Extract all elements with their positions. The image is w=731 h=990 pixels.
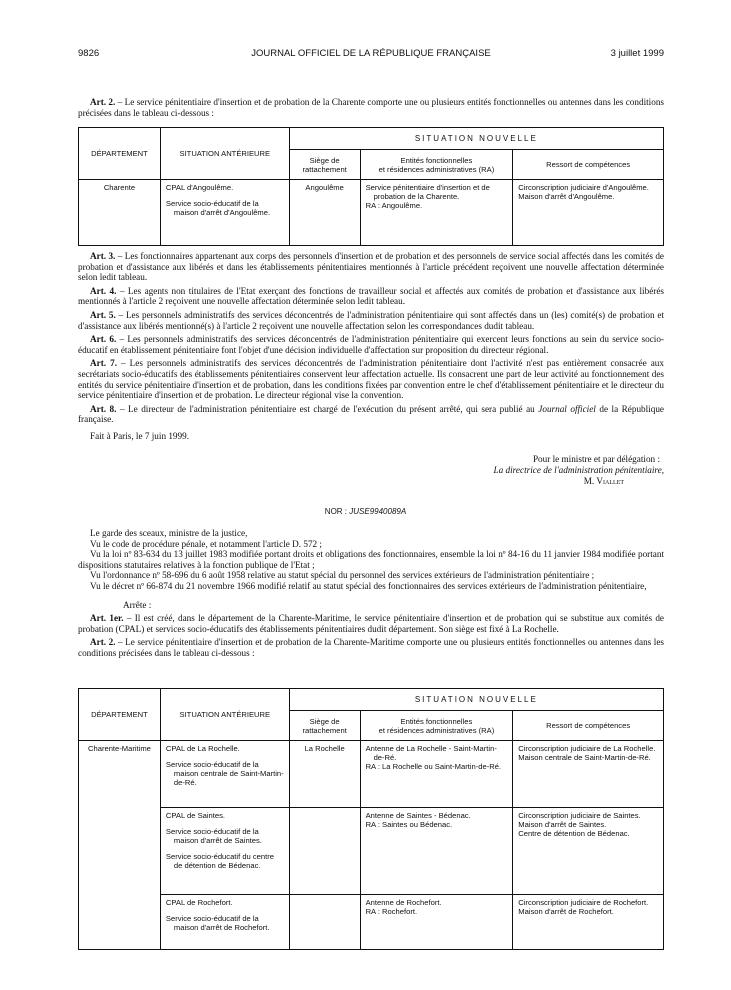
articles-3-to-7: [78, 251, 664, 442]
table-row: [79, 894, 664, 949]
col-header-ressort: Ressort de compétences: [513, 711, 664, 741]
table-cell: CPAL d'Angoulême. Service socio-éducatif de la maison d'arrêt d'Angoulême.: [160, 180, 289, 246]
table-cell: [289, 807, 360, 894]
col-header-situation-nouvelle: SITUATION NOUVELLE: [289, 689, 663, 711]
col-header-siege: Siège de rattachement: [289, 711, 360, 741]
table-cell: Circonscription judiciaire de Rochefort. Maison d'arrêt de Rochefort.: [513, 894, 664, 949]
table-row: [79, 741, 664, 808]
col-header-siege: Siège de rattachement: [289, 150, 360, 180]
table-cell: Antenne de Saintes - Bédenac. RA : Saintes ou Bédenac.: [360, 807, 513, 894]
table-charente-maritime: [78, 688, 664, 950]
article-6: Art. 6. – Les personnels administratifs des services déconcentrés de l'administration pénitentiaire qui exercent leurs fonctions au sein du service socio-éducatif en établissement pénitentiaire font l'objet d'une décision individuelle d'affectation sur proposition du directeur régional.: [78, 334, 664, 355]
issue-date: 3 juillet 1999: [610, 48, 664, 59]
table-cell: Antenne de Rochefort. RA : Rochefort.: [360, 894, 513, 949]
article-1: Art. 1er. – Il est créé, dans le département de la Charente-Maritime, le service pénitentiaire d'insertion et de probation qui se substitue aux comités de probation (CPAL) et services socio-éducatifs des établissements pénitentiaires dudit département. Son siège est fixé à La Rochelle.: [78, 613, 664, 634]
preamble-line: Le garde des sceaux, ministre de la justice,: [90, 528, 248, 538]
table-cell: Charente-Maritime: [79, 741, 161, 950]
article-2-charente: Art. 2. – Le service pénitentiaire d'insertion et de probation de la Charente comporte une ou plusieurs entités fonctionnelles ou antennes dans les conditions précisées dans le tableau ci-dessous :: [78, 97, 664, 118]
fait-a-paris: Fait à Paris, le 7 juin 1999.: [90, 430, 190, 441]
page-number: 9826: [78, 48, 100, 59]
running-header: [78, 48, 664, 62]
preamble-line: Vu la loi nº 83-634 du 13 juillet 1983 modifiée portant droits et obligations des fonctionnaires, ensemble la loi nº 84-16 du 11 janvier 1984 modifiée portant dispositions statutaires relatives à la fonction publique de l'Etat ;: [78, 549, 664, 570]
table-cell: CPAL de La Rochelle. Service socio-éducatif de la maison centrale de Saint-Martin-de-Ré.: [160, 741, 289, 808]
col-header-situation-nouvelle: SITUATION NOUVELLE: [289, 128, 663, 150]
preamble-line: Vu le code de procédure pénale, et notamment l'article D. 572 ;: [90, 538, 322, 549]
col-header-ressort: Ressort de compétences: [513, 150, 664, 180]
table-cell: CPAL de Saintes. Service socio-éducatif de la maison d'arrêt de Saintes. Service socio-éducatif du centre de détention de Bédenac.: [160, 807, 289, 894]
arrete: Arrête :: [123, 599, 152, 610]
col-header-situation-anterieure: SITUATION ANTÉRIEURE: [160, 128, 289, 180]
table-cell: Circonscription judiciaire de La Rochelle. Maison centrale de Saint-Martin-de-Ré.: [513, 741, 664, 808]
table-cell: Service pénitentiaire d'insertion et de probation de la Charente. RA : Angoulême.: [360, 180, 513, 246]
preamble: [78, 528, 664, 659]
col-header-departement: DÉPARTEMENT: [79, 689, 161, 741]
preamble-line: Vu le décret nº 66-874 du 21 novembre 1966 modifié relatif au statut spécial des fonctionnaires des services extérieurs de l'administration pénitentiaire,: [90, 580, 647, 591]
preamble-line: Vu l'ordonnance nº 58-696 du 6 août 1958 relative au statut spécial du personnel des services extérieurs de l'administration pénitentiaire ;: [90, 570, 595, 581]
table-cell: Circonscription judiciaire d'Angoulême. Maison d'arrêt d'Angoulême.: [513, 180, 664, 246]
table-row: [79, 807, 664, 894]
table-cell: Angoulême: [289, 180, 360, 246]
signature-block: Pour le ministre et par délégation : La directrice de l'administration pénitentiaire, M. Viallet: [493, 454, 664, 486]
article-4: Art. 4. – Les agents non titulaires de l'Etat exerçant des fonctions de travailleur social et affectés aux comités de probation et d'assistance aux libérés mentionnés à l'article 2 reçoivent une nouvelle affectation déterminée selon ledit tableau.: [78, 285, 664, 307]
article-8: Art. 8. – Le directeur de l'administration pénitentiaire est chargé de l'exécution du présent arrêté, qui sera publié au Journal officiel de la République française.: [78, 403, 665, 425]
nor-reference: NOR : JUSE9940089A: [324, 507, 407, 516]
col-header-situation-anterieure: SITUATION ANTÉRIEURE: [160, 689, 289, 741]
article-7: Art. 7. – Les personnels administratifs des services déconcentrés de l'administration pénitentiaire dont l'activité n'est pas entièrement consacrée aux secrétariats socio-éducatifs des établissements pénitentiaires conservent leur affectation actuelle. Ils consacrent une part de leur activité au fonctionnement des entités du service pénitentiaire d'insertion et de probation, dans les conditions fixées par convention entre le chef d'établissement pénitentiaire et le directeur du service pénitentiaire d'insertion et de probation. Le directeur régional vise la convention.: [78, 358, 664, 401]
table-cell: Charente: [79, 180, 161, 246]
table-cell: La Rochelle: [289, 741, 360, 808]
article-2-charente-maritime: Art. 2. – Le service pénitentiaire d'insertion et de probation de la Charente-Maritime comporte une ou plusieurs entités fonctionnelles ou antennes dans les conditions précisées dans le tableau ci-dessous :: [78, 637, 664, 658]
article-5: Art. 5. – Les personnels administratifs des services déconcentrés de l'administration pénitentiaire qui sont affectés dans un (les) comité(s) de probation et d'assistance aux libérés mentionné(s) à l'article 2 reçoivent une nouvelle affectation selon les correspondances dudit tableau.: [78, 309, 665, 331]
col-header-entites: Entités fonctionnelles et résidences administratives (RA): [360, 150, 513, 180]
table-cell: Antenne de La Rochelle - Saint-Martin-de-Ré. RA : La Rochelle ou Saint-Martin-de-Ré.: [360, 741, 513, 808]
article-3: Art. 3. – Les fonctionnaires appartenant aux corps des personnels d'insertion et de probation et des personnels de service social affectés dans les comités de probation et d'assistance aux libérés et dans les établissements pénitentiaires mentionnés à l'article précédent reçoivent une nouvelle affectation déterminée selon ledit tableau.: [78, 251, 664, 283]
col-header-entites: Entités fonctionnelles et résidences administratives (RA): [360, 711, 513, 741]
table-charente: [78, 127, 664, 246]
journal-title: JOURNAL OFFICIEL DE LA RÉPUBLIQUE FRANÇAISE: [251, 48, 491, 59]
table-cell: [289, 894, 360, 949]
table-cell: CPAL de Rochefort. Service socio-éducatif de la maison d'arrêt de Rochefort.: [160, 894, 289, 949]
col-header-departement: DÉPARTEMENT: [79, 128, 161, 180]
table-cell: Circonscription judiciaire de Saintes. Maison d'arrêt de Saintes. Centre de détention de Bédenac.: [513, 807, 664, 894]
